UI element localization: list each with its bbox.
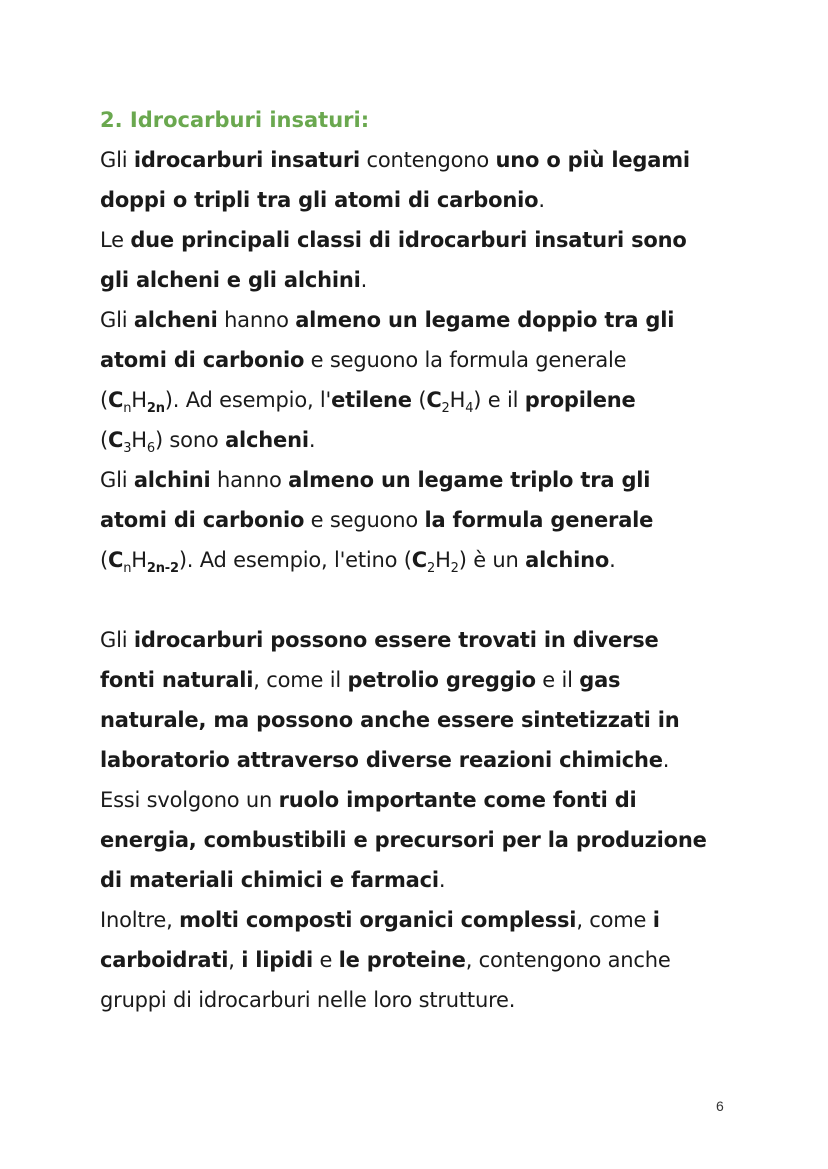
text-run: Le xyxy=(100,228,131,252)
subscript: 2n xyxy=(146,401,165,416)
bold-text: C xyxy=(426,388,442,412)
text-run: , come il xyxy=(253,668,348,692)
text-run: H xyxy=(131,428,147,452)
bold-text: alchino xyxy=(525,548,610,572)
text-run: ( xyxy=(100,428,108,452)
text-run: Inoltre, xyxy=(100,908,180,932)
text-line xyxy=(100,460,790,500)
bold-text: ruolo importante come fonti di xyxy=(278,788,637,812)
bold-text: C xyxy=(108,388,124,412)
bold-text: petrolio greggio xyxy=(347,668,536,692)
text-line xyxy=(100,660,790,700)
text-run: . xyxy=(538,188,545,212)
text-line xyxy=(100,180,790,220)
text-line xyxy=(100,980,790,1020)
bold-text: alchini xyxy=(133,468,211,492)
text-run: e xyxy=(312,948,339,972)
text-line xyxy=(100,700,790,740)
bold-text: propilene xyxy=(524,388,636,412)
text-line xyxy=(100,940,790,980)
text-run: . xyxy=(360,268,368,292)
section-heading: 2. Idrocarburi insaturi: xyxy=(100,108,370,132)
text-run: Gli xyxy=(100,628,134,652)
text-run: gruppi di idrocarburi nelle loro strutture. xyxy=(100,988,516,1012)
paragraph-spacer xyxy=(100,580,790,620)
text-run: hanno xyxy=(210,468,289,492)
bold-text: molti composti organici complessi xyxy=(179,908,577,932)
text-run: Gli xyxy=(100,308,134,332)
bold-text: laboratorio attraverso diverse reazioni chimiche xyxy=(100,748,663,772)
text-line xyxy=(100,140,790,180)
subscript: n xyxy=(123,401,132,416)
text-line xyxy=(100,540,790,580)
text-run: Gli xyxy=(100,148,134,172)
text-run: hanno xyxy=(217,308,296,332)
bold-text: energia, combustibili e precursori per la produzione xyxy=(100,828,707,852)
text-run: . xyxy=(308,428,316,452)
bold-text: C xyxy=(411,548,427,572)
text-run: e seguono xyxy=(304,508,425,532)
bold-text: etilene xyxy=(331,388,412,412)
text-run: ). Ad esempio, l'etino ( xyxy=(178,548,412,572)
text-run: ) è un xyxy=(458,548,526,572)
bold-text: la formula generale xyxy=(424,508,654,532)
bold-text: C xyxy=(108,428,124,452)
text-run: , come xyxy=(576,908,653,932)
text-run: H xyxy=(131,388,147,412)
text-run: ) sono xyxy=(154,428,226,452)
bold-text: C xyxy=(108,548,124,572)
text-run: . xyxy=(662,748,670,772)
bold-text: gas xyxy=(579,668,621,692)
bold-text: almeno un legame triplo tra gli xyxy=(288,468,651,492)
text-run: , contengono anche xyxy=(465,948,671,972)
text-line xyxy=(100,260,790,300)
subscript: 2 xyxy=(441,401,450,416)
subscript: 2 xyxy=(450,561,459,576)
bold-text: fonti naturali xyxy=(100,668,254,692)
bold-text: atomi di carbonio xyxy=(100,348,305,372)
text-run: Essi svolgono un xyxy=(100,788,279,812)
text-line xyxy=(100,900,790,940)
text-run: ( xyxy=(411,388,427,412)
bold-text: naturale, ma possono anche essere sintetizzati in xyxy=(100,708,680,732)
text-line xyxy=(100,340,790,380)
text-line xyxy=(100,300,790,340)
paragraph-hydrocarbon-sources xyxy=(100,620,790,1020)
subscript: 3 xyxy=(123,441,132,456)
bold-text: carboidrati xyxy=(100,948,229,972)
text-run: . xyxy=(438,868,446,892)
paragraph-unsaturated-hydrocarbons xyxy=(100,140,790,580)
text-run: . xyxy=(609,548,616,572)
page-content xyxy=(100,100,790,1020)
text-line xyxy=(100,820,790,860)
text-run: ) e il xyxy=(473,388,525,412)
text-line xyxy=(100,420,790,460)
bold-text: almeno un legame doppio tra gli xyxy=(295,308,675,332)
text-line xyxy=(100,380,790,420)
text-run: Gli xyxy=(100,468,134,492)
text-run: e seguono la formula generale xyxy=(304,348,627,372)
page-number: 6 xyxy=(716,1098,724,1114)
text-run: H xyxy=(131,548,147,572)
bold-text: atomi di carbonio xyxy=(100,508,305,532)
subscript: 2n-2 xyxy=(146,561,179,576)
bold-text: idrocarburi possono essere trovati in diverse xyxy=(133,628,659,652)
text-line xyxy=(100,860,790,900)
bold-text: due principali classi di idrocarburi insaturi sono xyxy=(130,228,687,252)
subscript: 4 xyxy=(465,401,474,416)
text-run: contengono xyxy=(360,148,496,172)
text-run: ). Ad esempio, l' xyxy=(164,388,332,412)
text-line xyxy=(100,740,790,780)
bold-text: idrocarburi insaturi xyxy=(133,148,361,172)
bold-text: i lipidi xyxy=(241,948,313,972)
bold-text: uno o più legami xyxy=(495,148,690,172)
bold-text: le proteine xyxy=(338,948,466,972)
subscript: 6 xyxy=(146,441,155,456)
text-run: ( xyxy=(100,548,108,572)
bold-text: di materiali chimici e farmaci xyxy=(100,868,439,892)
text-line xyxy=(100,780,790,820)
text-line xyxy=(100,500,790,540)
bold-text: gli alcheni e gli alchini xyxy=(100,268,361,292)
bold-text: alcheni xyxy=(225,428,309,452)
text-line xyxy=(100,220,790,260)
subscript: n xyxy=(123,561,132,576)
bold-text: doppi o tripli tra gli atomi di carbonio xyxy=(100,188,539,212)
text-run: , xyxy=(228,948,242,972)
subscript: 2 xyxy=(427,561,436,576)
text-run: e il xyxy=(535,668,580,692)
bold-text: alcheni xyxy=(133,308,218,332)
text-line xyxy=(100,620,790,660)
text-run: ( xyxy=(100,388,108,412)
bold-text: i xyxy=(652,908,660,932)
text-run: H xyxy=(435,548,451,572)
text-run: H xyxy=(449,388,466,412)
